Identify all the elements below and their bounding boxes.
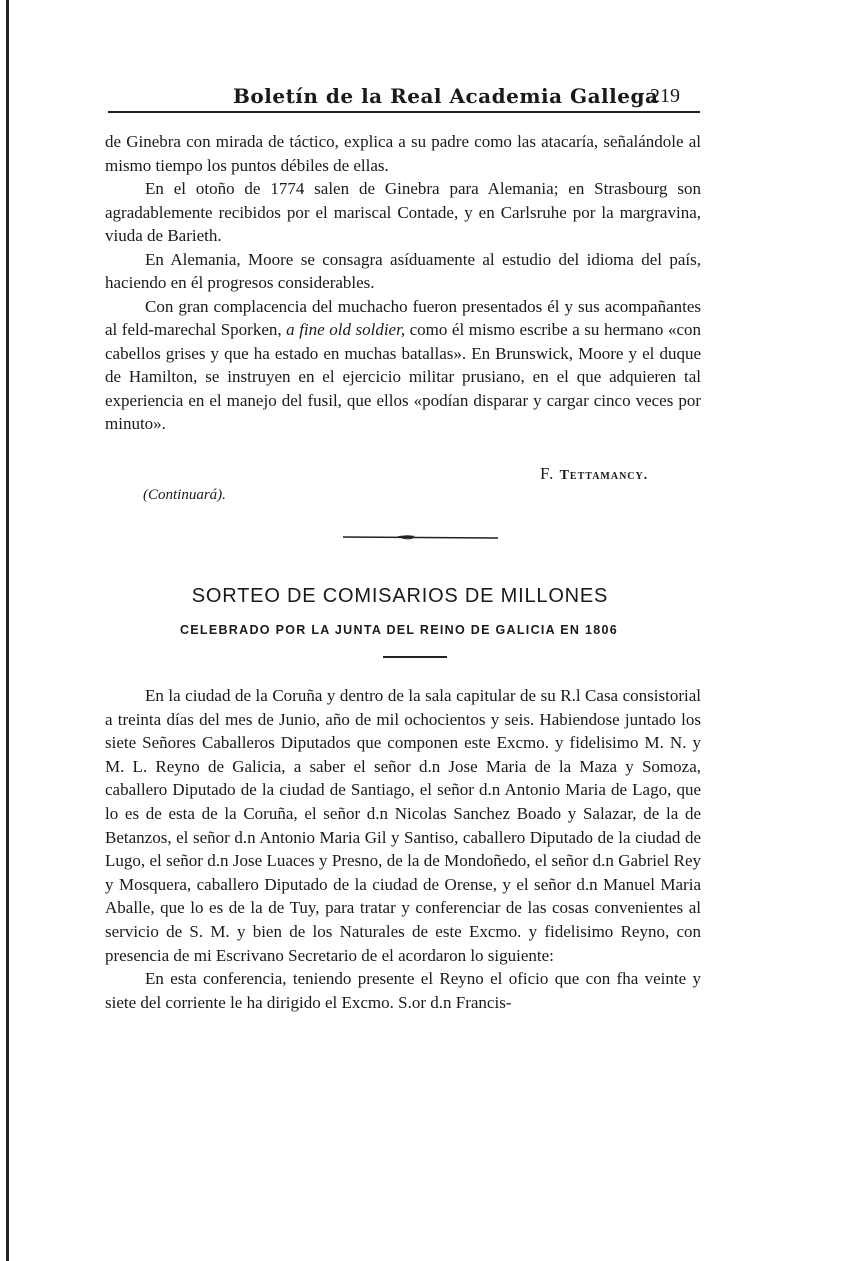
paragraph: En el otoño de 1774 salen de Ginebra para Alemania; en Strasbourg son agradablemente recibidos por el mariscal Contade, y en Carlsruhe por la margravina, viuda de Barieth. xyxy=(105,179,701,245)
paragraph xyxy=(105,295,701,436)
article-continuation xyxy=(105,130,701,436)
signature-name: Tettamancy. xyxy=(559,468,649,483)
article-body xyxy=(105,684,701,1014)
paragraph: En Alemania, Moore se consagra asíduamente al estudio del idioma del país, haciendo en él progresos considerables. xyxy=(105,249,701,292)
running-title: Boletín de la Real Academia Gallega xyxy=(233,84,659,108)
signature-initial: F. xyxy=(540,464,555,483)
paragraph-text: como él mismo escribe a su hermano «con cabellos grises y que ha estado en muchas batallas». En Brunswick, Moore y el duque de Hamilton, se instruyen en el ejercicio militar prusiano, en el que adquieren tal experiencia en el manejo del fusil, que ellos «podían disparar y cargar cinco veces por minuto». xyxy=(105,320,702,433)
paragraph: En la ciudad de la Coruña y dentro de la sala capitular de su R.l Casa consistorial a treinta días del mes de Junio, año de mil ochocientos y seis. Habiendose juntado los siete Señores Caballeros Diputados que componen este Excmo. y fidelisimo M. N. y M. L. Reyno de Galicia, a saber el señor d.n Jose Maria de la Maza y Somoza, caballero Diputado de la ciudad de Santiago, el señor d.n Antonio Maria de Lago, que lo es de esta de la Coruña, el señor d.n Nicolas Sanchez Boado y Salazar, de la de Betanzos, el señor d.n Antonio Maria Gil y Santiso, caballero Diputado de la ciudad de Lugo, el señor d.n Jose Luaces y Presno, de la de Mondoñedo, el señor d.n Gabriel Rey y Mosquera, caballero Diputado de la ciudad de Orense, y el señor d.n Manuel Maria Aballe, que lo es de la de Tuy, para tratar y conferenciar de las cosas convenientes al servicio de S. M. y bien de los Naturales de este Excmo. y fidelisimo Reyno, con presencia de mi Escrivano Secretario de el acordaron lo siguiente: xyxy=(105,686,701,965)
italic-quote: a fine old soldier, xyxy=(286,320,406,339)
paragraph: En esta conferencia, teniendo presente el Reyno el oficio que con fha veinte y siete del corriente le ha dirigido el Excmo. S.or d.n Francis- xyxy=(105,969,701,1012)
page-header xyxy=(108,84,700,114)
author-signature xyxy=(540,464,648,484)
continued-note: (Continuará). xyxy=(143,487,226,503)
paragraph-text: Con gran complacencia del muchacho fueron presentados él y sus acompañantes al feld-marechal Sporken, xyxy=(105,296,701,339)
page-number: 219 xyxy=(650,85,680,107)
header-rule xyxy=(108,111,700,113)
ornament-divider xyxy=(343,527,498,547)
paragraph: de Ginebra con mirada de táctico, explica a su padre como las atacaría, señalándole al mismo tiempo los puntos débiles de ellas. xyxy=(105,132,701,175)
title-rule xyxy=(383,656,447,658)
section-subtitle: CELEBRADO POR LA JUNTA DEL REINO DE GALICIA EN 1806 xyxy=(179,623,619,637)
section-title: SORTEO DE COMISARIOS DE MILLONES xyxy=(191,585,609,607)
